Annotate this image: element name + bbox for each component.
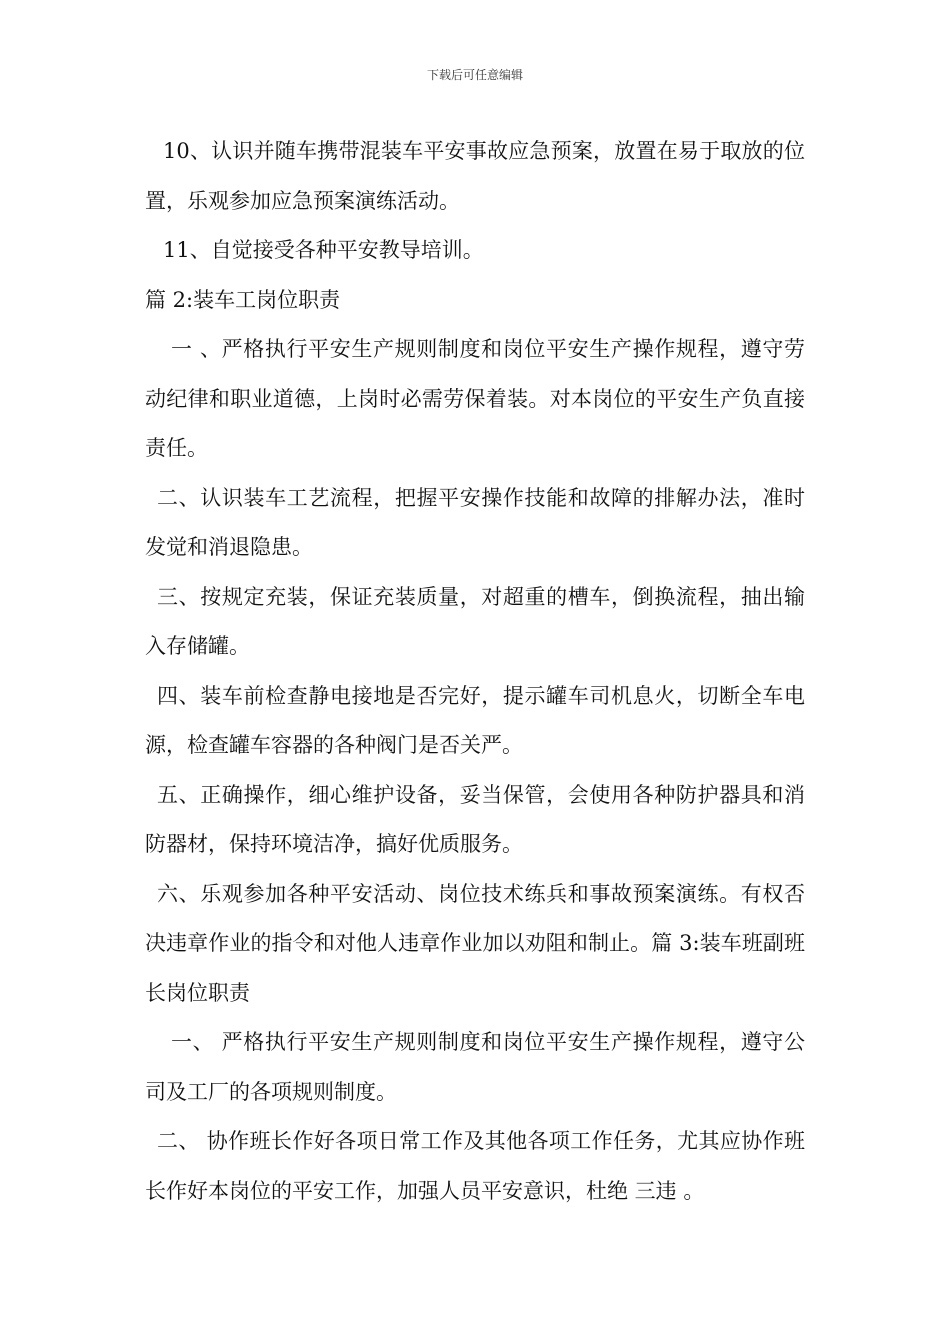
paragraph-item-11: 11、自觉接受各种平安教导培训。 [163, 238, 484, 262]
paragraph-deputy-duty-1: 一、 严格执行平安生产规则制度和岗位平安生产操作规程，遵守公司及工厂的各项规则制度。 [145, 1030, 805, 1104]
paragraph-duty-4: 四、装车前检查静电接地是否完好，提示罐车司机息火，切断全车电源，检查罐车容器的各种阀门是否关严。 [145, 683, 805, 757]
paragraph-deputy-duty-2: 二、 协作班长作好各项日常工作及其他各项工作任务，尤其应协作班长作好本岗位的平安工作，加强人员平安意识，杜绝 三违 。 [145, 1129, 805, 1203]
paragraph-duty-6: 六、乐观参加各种平安活动、岗位技术练兵和事故预案演练。有权否决违章作业的指令和对他人违章作业加以劝阻和制止。篇 3:装车班副班长岗位职责 [145, 881, 805, 1005]
document-body [145, 127, 805, 1216]
paragraph-duty-5: 五、正确操作，细心维护设备，妥当保管，会使用各种防护器具和消防器材，保持环境洁净，搞好优质服务。 [145, 782, 805, 856]
paragraph-item-10: 10、认识并随车携带混装车平安事故应急预案，放置在易于取放的位置，乐观参加应急预案演练活动。 [145, 139, 805, 213]
page-header-note: 下载后可任意编辑 [426, 68, 523, 82]
paragraph-duty-3: 三、按规定充装，保证充装质量，对超重的槽车，倒换流程，抽出输入存储罐。 [145, 584, 805, 658]
paragraph-duty-2: 二、认识装车工艺流程，把握平安操作技能和故障的排解办法，准时发觉和消退隐患。 [145, 485, 805, 559]
section-heading-part-2: 篇 2:装车工岗位职责 [145, 287, 341, 312]
paragraph-duty-1: 一 、严格执行平安生产规则制度和岗位平安生产操作规程，遵守劳动纪律和职业道德，上岗时必需劳保着装。对本岗位的平安生产负直接责任。 [145, 337, 805, 460]
